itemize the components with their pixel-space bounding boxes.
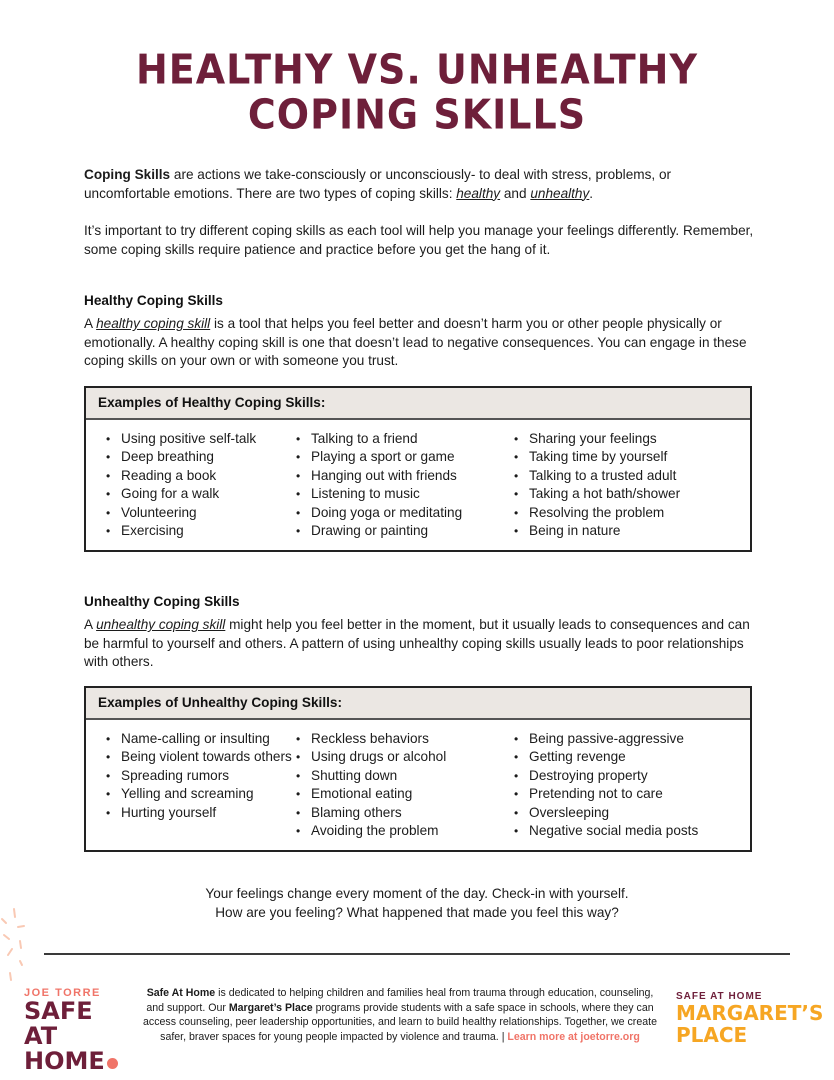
list-item: • Taking time by yourself <box>514 448 744 466</box>
title-line-1: HEALTHY VS. UNHEALTHY <box>136 45 698 94</box>
list-item: • Deep breathing <box>86 448 296 466</box>
unhealthy-examples-box <box>84 686 752 852</box>
healthy-desc-term: healthy coping skill <box>96 316 211 331</box>
list-item: • Blaming others <box>296 804 514 822</box>
intro-text-c: . <box>589 185 594 201</box>
closing-line-2: How are you feeling? What happened that made you feel this way? <box>215 905 619 920</box>
healthy-column-3 <box>514 430 744 540</box>
footer-learn-more-link[interactable]: Learn more at joetorre.org <box>507 1030 640 1043</box>
list-item: • Playing a sport or game <box>296 448 514 466</box>
term-healthy: healthy <box>456 185 501 201</box>
list-item: • Being violent towards others <box>86 748 296 766</box>
list-item: • Getting revenge <box>514 748 744 766</box>
list-item: • Drawing or painting <box>296 522 514 540</box>
list-item: • Yelling and screaming <box>86 785 296 803</box>
list-item: • Emotional eating <box>296 785 514 803</box>
logo-right-line-2: PLACE <box>676 1023 748 1047</box>
list-item: • Avoiding the problem <box>296 822 514 840</box>
list-item: • Listening to music <box>296 485 514 503</box>
title-line-2: COPING SKILLS <box>247 90 587 139</box>
footer-org-name: Safe At Home <box>146 987 216 999</box>
list-item: • Hanging out with friends <box>296 467 514 485</box>
list-item: • Reading a book <box>86 467 296 485</box>
logo-left-small: JOE TORRE <box>24 987 101 999</box>
list-item: • Shutting down <box>296 767 514 785</box>
list-item: • Being passive-aggressive <box>514 730 744 748</box>
list-item: • Sharing your feelings <box>514 430 744 448</box>
intro-term: Coping Skills <box>84 167 171 182</box>
healthy-heading: Healthy Coping Skills <box>84 293 223 308</box>
footer-text-b: programs provide students with a safe space in schools, where they can access counseling, peer leadership opportunities, and learn to build healthy relationships. Together, we create safer, braver spaces for young people impacted by violence and trauma. <box>143 1001 657 1043</box>
healthy-desc-b: is a tool that helps you feel better and doesn’t harm you or other people physically or emotionally. A healthy coping skill is one that doesn’t lead to negative consequences. You can engage in these coping skills on your own or with someone you trust. <box>84 316 747 368</box>
logo-left-line-1: SAFE AT <box>24 997 93 1050</box>
list-item: • Doing yoga or meditating <box>296 504 514 522</box>
list-item: • Hurting yourself <box>86 804 296 822</box>
healthy-description <box>84 315 754 371</box>
decorative-sparks-icon <box>0 905 30 985</box>
unhealthy-column-2 <box>296 730 514 840</box>
unhealthy-heading: Unhealthy Coping Skills <box>84 594 240 609</box>
list-item: • Talking to a friend <box>296 430 514 448</box>
intro-text-a: are actions we take-consciously or unconsciously- to deal with stress, problems, or uncomfortable emotions. There are two types of coping skills: <box>84 167 672 201</box>
list-item: • Name-calling or insulting <box>86 730 296 748</box>
healthy-columns <box>86 420 750 550</box>
list-item: • Volunteering <box>86 504 296 522</box>
healthy-desc-a: A <box>84 316 97 331</box>
footer-separator: | <box>498 1030 508 1043</box>
list-item: • Using positive self-talk <box>86 430 296 448</box>
list-item: • Using drugs or alcohol <box>296 748 514 766</box>
healthy-column-1 <box>86 430 296 540</box>
unhealthy-column-1 <box>86 730 296 840</box>
list-item: • Negative social media posts <box>514 822 744 840</box>
list-item: • Oversleeping <box>514 804 744 822</box>
term-unhealthy: unhealthy <box>530 185 590 201</box>
list-item: • Destroying property <box>514 767 744 785</box>
list-item: • Talking to a trusted adult <box>514 467 744 485</box>
logo-dot-icon <box>107 1058 118 1069</box>
list-item: • Spreading rumors <box>86 767 296 785</box>
list-item: • Taking a hot bath/shower <box>514 485 744 503</box>
unhealthy-desc-term: unhealthy coping skill <box>96 617 226 632</box>
margarets-place-logo <box>676 991 834 1046</box>
unhealthy-desc-b: might help you feel better in the moment, but it usually leads to consequences and can be harmful to yourself and others. A pattern of using unhealthy coping skills usually leads to poor relationships with others. <box>84 617 750 669</box>
safe-at-home-logo <box>24 987 134 1074</box>
closing-message <box>0 884 834 922</box>
unhealthy-box-title: Examples of Unhealthy Coping Skills: <box>86 688 750 720</box>
list-item: • Being in nature <box>514 522 744 540</box>
unhealthy-column-3 <box>514 730 744 840</box>
intro-text-b: and <box>500 185 531 201</box>
healthy-box-title: Examples of Healthy Coping Skills: <box>86 388 750 420</box>
unhealthy-columns <box>86 720 750 850</box>
unhealthy-description <box>84 616 754 672</box>
list-item: • Going for a walk <box>86 485 296 503</box>
list-item: • Reckless behaviors <box>296 730 514 748</box>
logo-right-line-1: MARGARET’S <box>676 1001 824 1025</box>
footer-about <box>142 986 658 1044</box>
list-item: • Resolving the problem <box>514 504 744 522</box>
page-title <box>0 47 834 138</box>
intro-paragraph-1 <box>84 166 754 203</box>
closing-line-1: Your feelings change every moment of the day. Check-in with yourself. <box>205 886 629 901</box>
logo-left-line-2: HOME <box>24 1047 105 1075</box>
footer-divider <box>44 953 790 955</box>
intro-paragraph-2: It’s important to try different coping skills as each tool will help you manage your feelings differently. Remember, some coping skills require patience and practice before you get the hang of it. <box>84 223 754 257</box>
unhealthy-desc-a: A <box>84 617 97 632</box>
logo-right-small: SAFE AT HOME <box>676 991 763 1002</box>
healthy-column-2 <box>296 430 514 540</box>
footer-text-a: is dedicated to helping children and families heal from trauma through education, counseling, and support. Our <box>146 987 654 1014</box>
list-item: • Exercising <box>86 522 296 540</box>
footer-program-name: Margaret’s Place <box>228 1001 313 1014</box>
list-item: • Pretending not to care <box>514 785 744 803</box>
healthy-examples-box <box>84 386 752 552</box>
